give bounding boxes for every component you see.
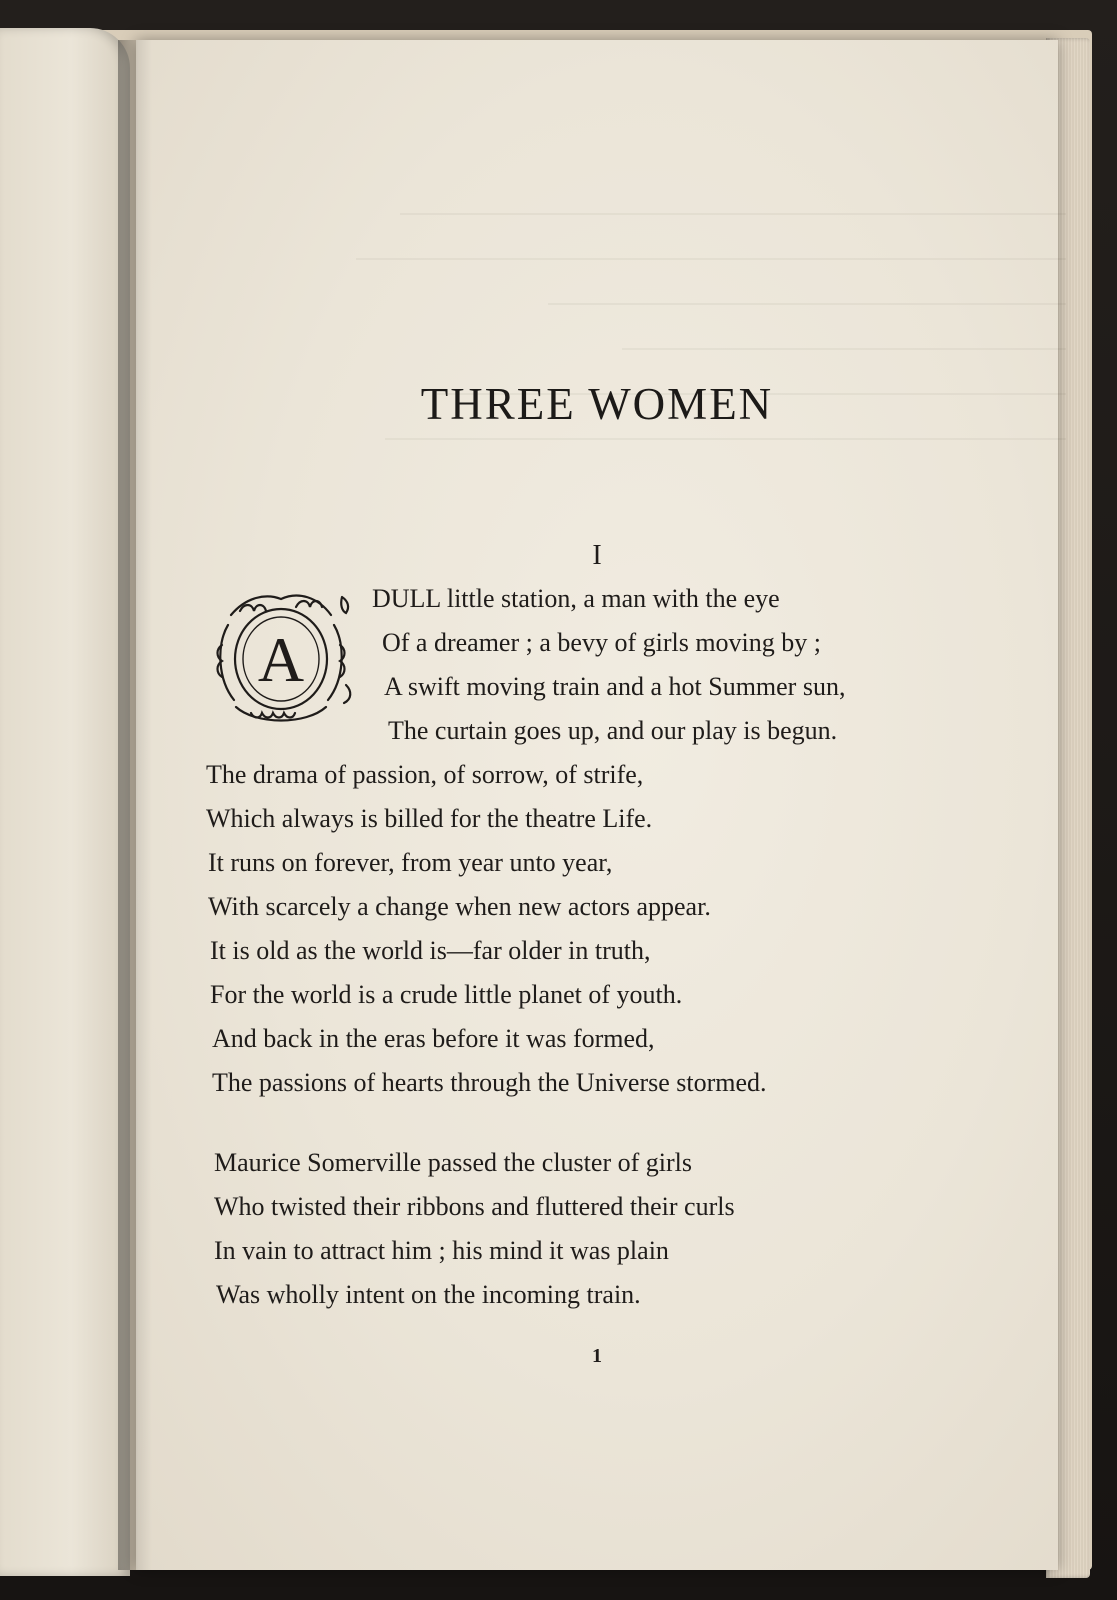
poem-line: And back in the eras before it was formed, — [212, 1024, 655, 1053]
poem-line: For the world is a crude little planet of youth. — [210, 980, 683, 1009]
page-gutter-shadow — [118, 40, 152, 1570]
poem-line: A swift moving train and a hot Summer sun, — [384, 672, 846, 701]
page-number: 1 — [592, 1345, 602, 1367]
poem-line: The drama of passion, of sorrow, of strife, — [206, 760, 644, 789]
poem-line: The passions of hearts through the Universe stormed. — [212, 1068, 767, 1097]
initial-letter: A — [257, 624, 305, 695]
poem-line: DULL little station, a man with the eye — [372, 584, 780, 613]
poem-line: Was wholly intent on the incoming train. — [216, 1280, 641, 1309]
left-page-edge — [0, 28, 130, 1576]
section-number: I — [592, 540, 602, 571]
poem-line: In vain to attract him ; his mind it was plain — [214, 1236, 669, 1265]
poem-line: Who twisted their ribbons and fluttered their curls — [214, 1192, 735, 1221]
poem-line: It is old as the world is—far older in truth, — [210, 936, 651, 965]
poem-line: Which always is billed for the theatre Life. — [206, 804, 653, 833]
chapter-title: THREE WOMEN — [420, 379, 774, 429]
poem-line: Of a dreamer ; a bevy of girls moving by ; — [382, 628, 821, 657]
book-page — [136, 40, 1058, 1570]
ornamental-initial — [206, 585, 356, 730]
poem-line: With scarcely a change when new actors appear. — [208, 892, 711, 921]
poem-line: Maurice Somerville passed the cluster of girls — [214, 1148, 692, 1177]
poem-line: It runs on forever, from year unto year, — [208, 848, 613, 877]
poem-line: The curtain goes up, and our play is begun. — [388, 716, 838, 745]
